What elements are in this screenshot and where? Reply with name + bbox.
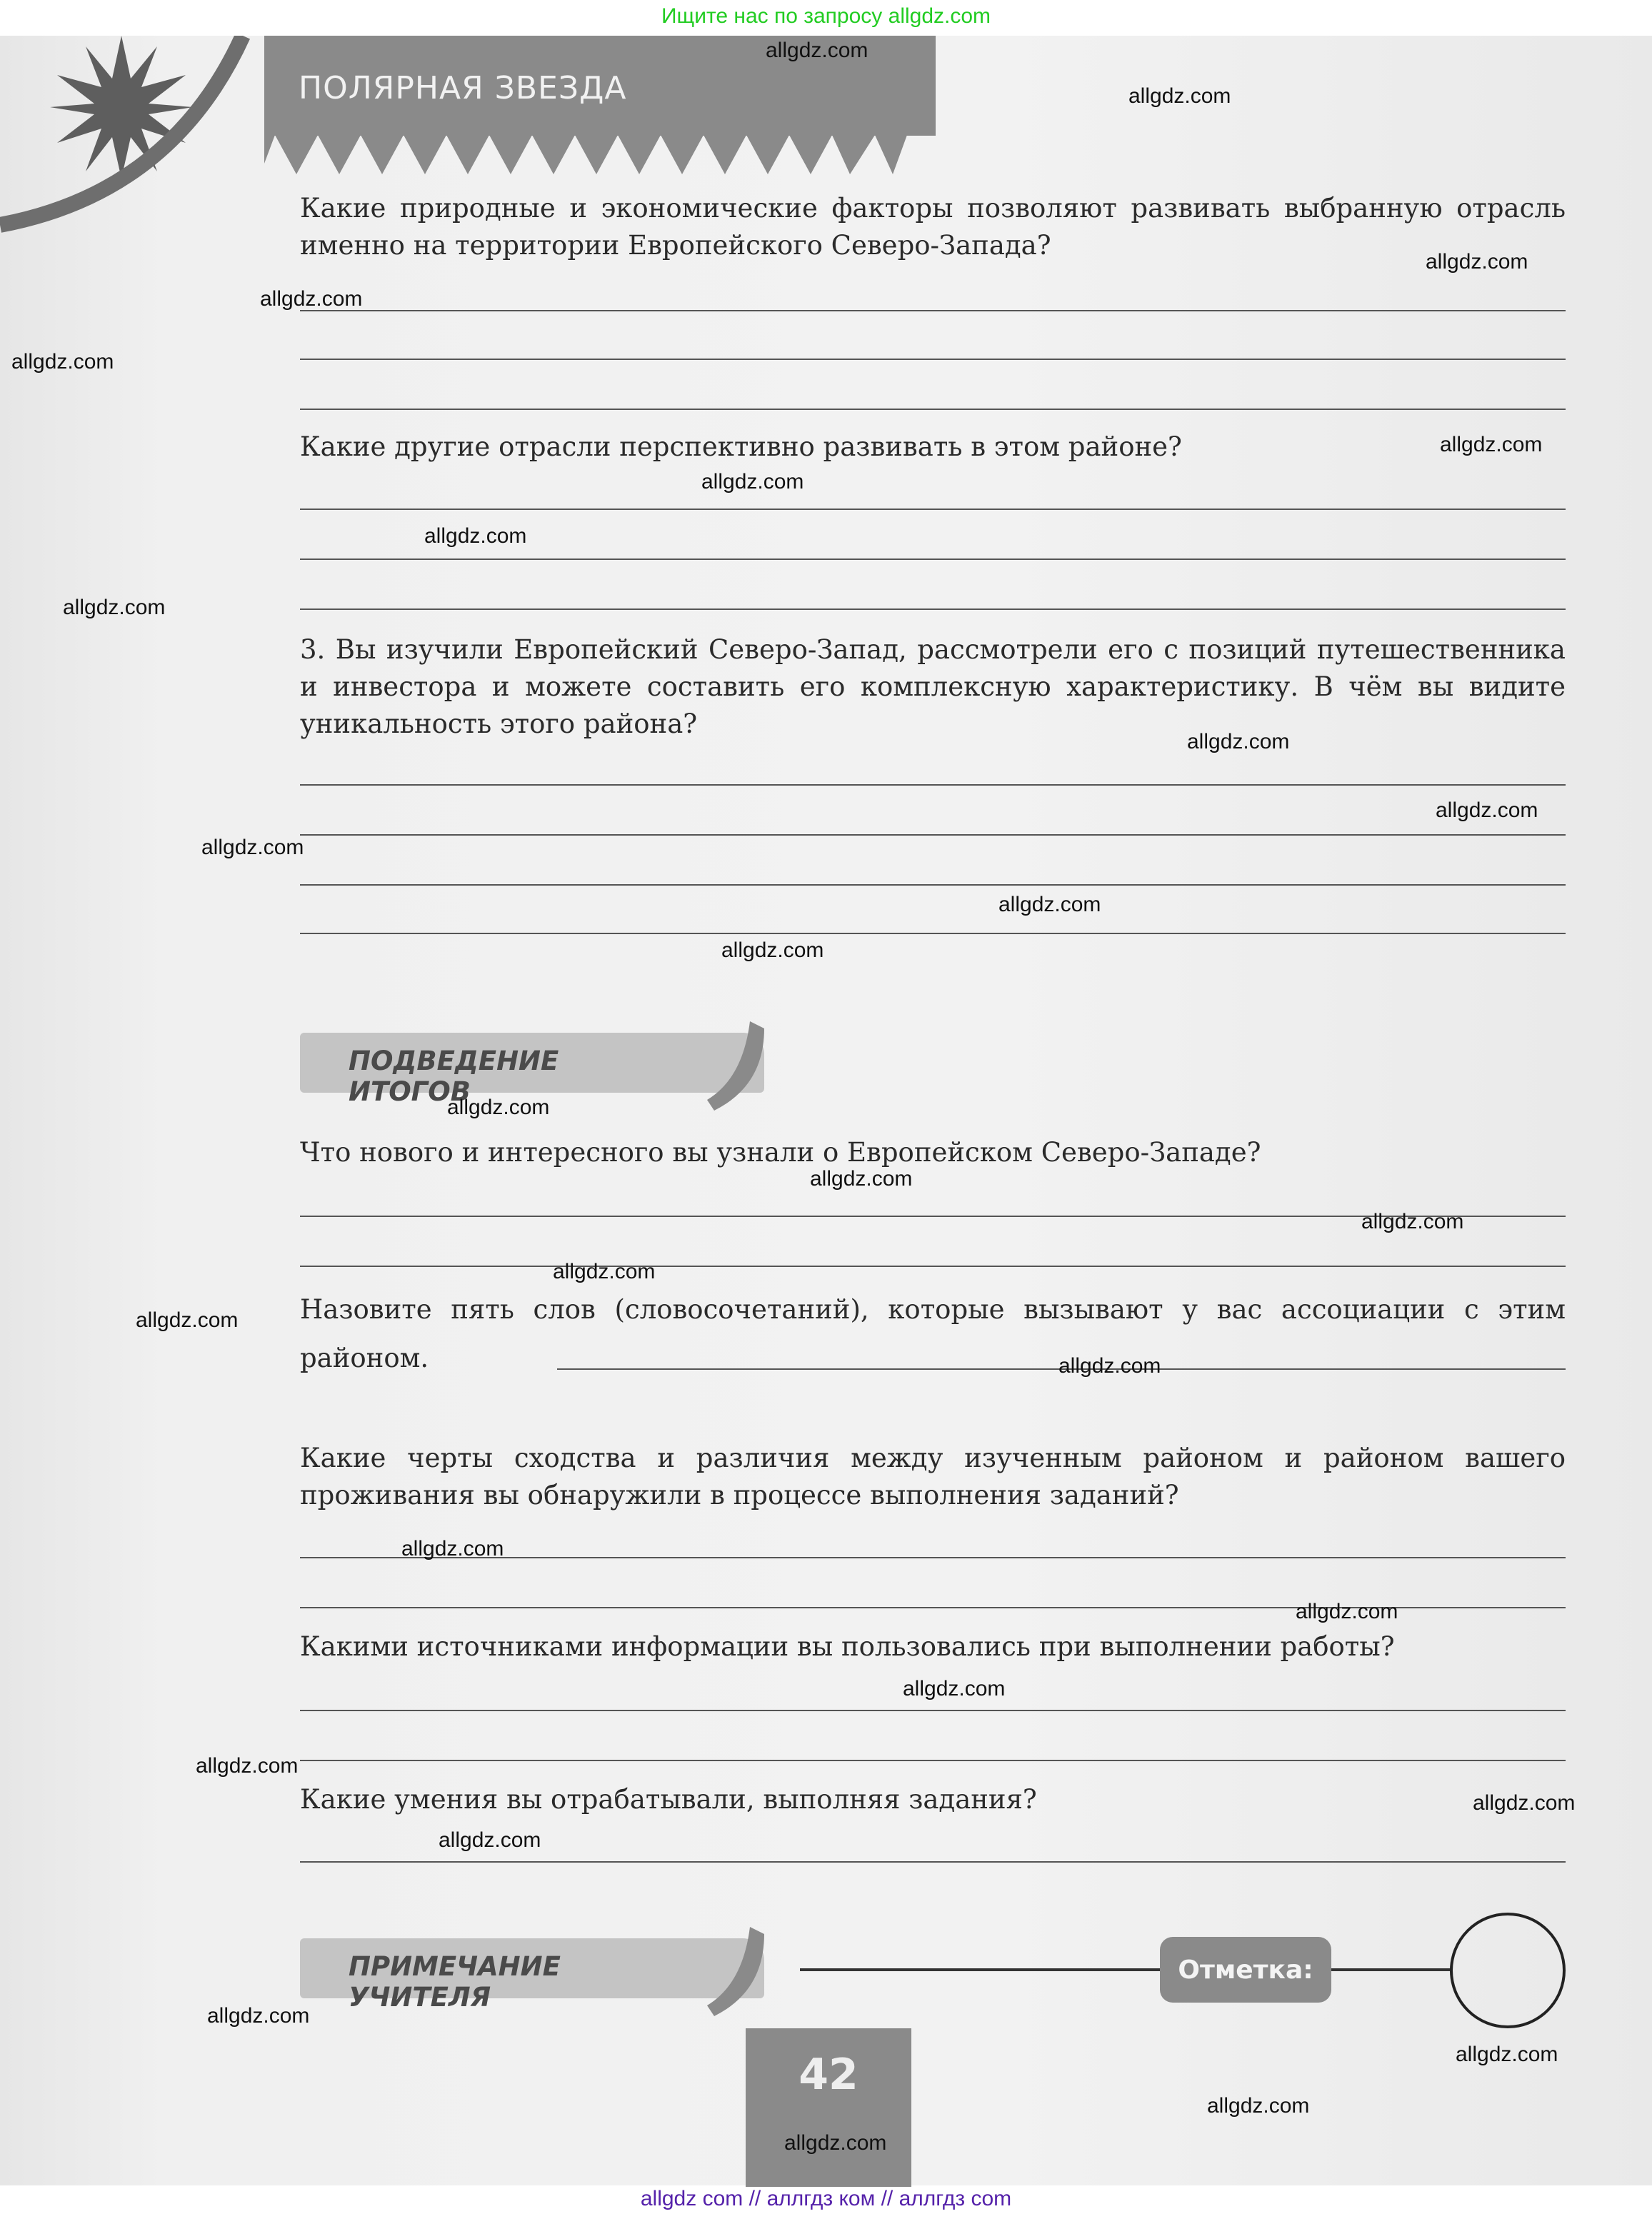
curl-decoration [700,1920,771,2020]
answer-line[interactable] [300,509,1566,510]
answer-line[interactable] [300,1266,1566,1267]
header-zigzag [264,135,936,178]
watermark-text: allgdz.com [1426,250,1528,274]
watermark-text: allgdz.com [1440,433,1543,456]
watermark-text: allgdz.com [1128,84,1231,108]
watermark-text: allgdz.com [63,596,166,619]
watermark-text: allgdz.com [784,2131,887,2155]
watermark-text: allgdz.com [401,1537,504,1561]
answer-line[interactable] [300,784,1566,786]
answer-line[interactable] [300,1760,1566,1761]
answer-line[interactable] [300,409,1566,410]
watermark-text: allgdz.com [439,1828,541,1852]
answer-line[interactable] [300,310,1566,311]
question-2: Какие другие отрасли перспективно развивать в этом районе? [300,431,1182,462]
bottom-watermark-banner: allgdz com // аллгдз ком // аллгдз com [640,2187,1012,2210]
grade-connector-line [1330,1968,1451,1971]
watermark-text: allgdz.com [721,938,824,962]
answer-line[interactable] [300,834,1566,836]
watermark-text: allgdz.com [201,836,304,859]
watermark-text: allgdz.com [196,1754,299,1778]
answer-line[interactable] [300,884,1566,886]
question-3: 3. Вы изучили Европейский Северо-Запад, рассмотрели его с позиций путешественника и инвестора и можете составить его комплексную характеристику. В чём вы видите уникальность этого района? [300,634,1566,739]
brand-title: ПОЛЯРНАЯ ЗВЕЗДА [299,70,627,106]
watermark-text: allgdz.com [447,1096,550,1119]
watermark-text: allgdz.com [1058,1354,1161,1378]
section-summary-title: ПОДВЕДЕНИЕ ИТОГОВ [349,1046,559,1107]
watermark-text: allgdz.com [424,524,527,548]
watermark-text: allgdz.com [207,2004,310,2028]
question-8: Какие умения вы отрабатывали, выполняя задания? [300,1784,1037,1815]
question-6: Какие черты сходства и различия между изученным районом и районом вашего проживания вы обнаружили в процессе выполнения заданий? [300,1443,1566,1511]
grade-circle[interactable] [1450,1913,1566,2028]
watermark-text: allgdz.com [1296,1600,1398,1623]
watermark-text: allgdz.com [1361,1210,1464,1233]
watermark-text: allgdz.com [11,350,114,374]
watermark-text: allgdz.com [260,287,363,311]
question-7: Какими источниками информации вы пользовались при выполнении работы? [300,1631,1395,1662]
watermark-text: allgdz.com [1436,798,1538,822]
watermark-text: allgdz.com [553,1260,656,1283]
top-watermark-banner: Ищите нас по запросу allgdz.com [661,4,991,28]
grade-label: Отметка: [1160,1937,1331,2003]
watermark-text: allgdz.com [1207,2094,1310,2118]
watermark-text: allgdz.com [136,1308,239,1332]
watermark-text: allgdz.com [903,1677,1006,1700]
answer-line[interactable] [300,558,1566,560]
curl-decoration [700,1014,771,1114]
header-arc [0,36,329,236]
watermark-text: allgdz.com [998,893,1101,916]
question-4: Что нового и интересного вы узнали о Европейском Северо-Западе? [300,1137,1261,1168]
teacher-note-line[interactable] [800,1968,1161,1971]
answer-line[interactable] [300,608,1566,610]
answer-line[interactable] [300,359,1566,360]
page-number: 42 [746,2028,911,2187]
watermark-text: allgdz.com [701,470,804,494]
watermark-text: allgdz.com [810,1167,913,1191]
watermark-text: allgdz.com [766,39,868,62]
answer-line[interactable] [300,1710,1566,1711]
question-5: Назовите пять слов (словосочетаний), которые вызывают у вас ассоциации с этим районом. [300,1294,1566,1373]
watermark-text: allgdz.com [1187,730,1290,753]
answer-line[interactable] [300,1861,1566,1863]
question-1: Какие природные и экономические факторы позволяют развивать выбранную отрасль именно на территории Европейского Северо-Запада? [300,193,1566,261]
section-teacher-note-title: ПРИМЕЧАНИЕ УЧИТЕЛЯ [349,1951,561,2013]
answer-line[interactable] [300,933,1566,934]
watermark-text: allgdz.com [1456,2043,1558,2066]
watermark-text: allgdz.com [1473,1791,1576,1815]
